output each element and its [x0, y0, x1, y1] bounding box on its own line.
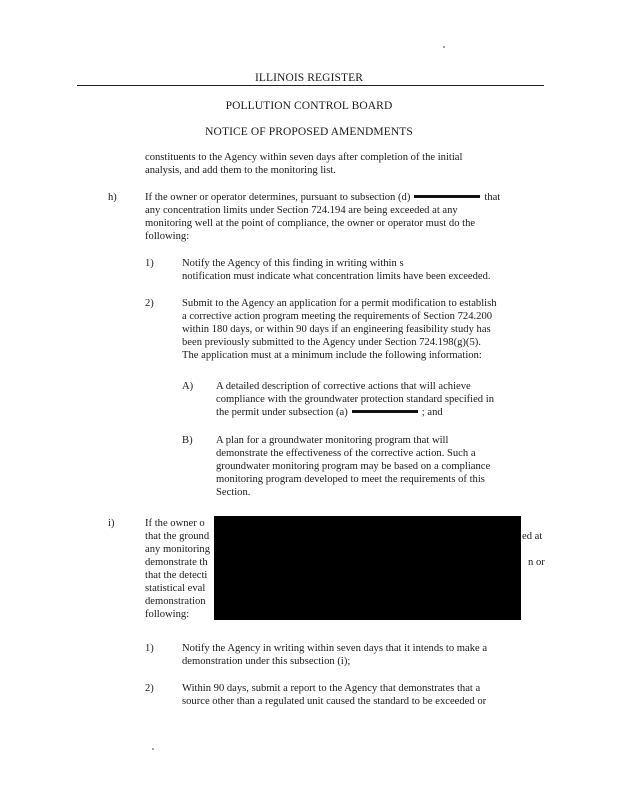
i-fragment-5: that the detecti [145, 570, 208, 581]
header-rule [77, 85, 544, 86]
h-item-2-A-line-3-tail: ; and [421, 407, 443, 418]
scan-speck [443, 46, 445, 48]
intro-line-2: analysis, and add them to the monitoring list. [145, 165, 336, 176]
h-item-2-B-label: B) [182, 435, 193, 446]
i-item-1-label: 1) [145, 643, 154, 654]
h-line-4: following: [145, 231, 190, 242]
h-line-2: any concentration limits under Section 724.194 are being exceeded at any [145, 205, 458, 216]
i-fragment-4: demonstrate th [145, 557, 208, 568]
i-fragment-2: that the ground [145, 531, 210, 542]
board-title: POLLUTION CONTROL BOARD [225, 100, 393, 112]
h-item-2-A-line-3 [216, 407, 443, 420]
h-item-2-line-4: been previously submitted to the Agency under Section 724.198(g)(5). [182, 337, 481, 348]
h-item-2-A-line-2: compliance with the groundwater protection standard specified in [216, 394, 494, 405]
h-item-2-B-line-1: A plan for a groundwater monitoring program that will [216, 435, 449, 446]
h-item-2-line-5: The application must at a minimum include the following information: [182, 350, 482, 361]
h-item-1-line-2: notification must indicate what concentration limits have been exceeded. [182, 271, 491, 282]
h-item-2-A-line-3-text: the permit under subsection (a) [216, 407, 348, 418]
i-fragment-1: If the owner o [145, 518, 205, 529]
h-item-2-label: 2) [145, 298, 154, 309]
h-line-1-tail: that [484, 192, 501, 203]
h-item-1-line-1: Notify the Agency of this finding in writing within s [182, 258, 404, 269]
i-fragment-6: statistical eval [145, 583, 206, 594]
h-item-2-line-1: Submit to the Agency an application for a permit modification to establish [182, 298, 497, 309]
h-item-1-label: 1) [145, 258, 154, 269]
redaction-box [214, 516, 521, 620]
h-line-1 [145, 192, 500, 205]
register-title: ILLINOIS REGISTER [254, 72, 364, 84]
i-item-1-line-2: demonstration under this subsection (i); [182, 656, 351, 667]
h-item-2-B-line-4: monitoring program developed to meet the requirements of this [216, 474, 485, 485]
i-fragment-8: following: [145, 609, 190, 620]
i-item-2-line-1: Within 90 days, submit a report to the Agency that demonstrates that a [182, 683, 481, 694]
intro-line-1: constituents to the Agency within seven days after completion of the initial [145, 152, 463, 163]
i-fragment-3: any monitoring [145, 544, 211, 555]
h-item-2-line-3: within 180 days, or within 90 days if an engineering feasibility study has [182, 324, 491, 335]
scan-speck [152, 748, 154, 750]
h-label: h) [108, 192, 117, 203]
i-right-fragment-1: ed at [522, 531, 543, 542]
h-item-2-B-line-2: demonstrate the effectiveness of the corrective action. Such a [216, 448, 476, 459]
i-item-2-label: 2) [145, 683, 154, 694]
i-label: i) [108, 518, 115, 529]
i-fragment-7: demonstration [145, 596, 206, 607]
h-item-2-B-line-5: Section. [216, 487, 251, 498]
h-line-1-text: If the owner or operator determines, pursuant to subsection (d) [145, 192, 411, 203]
i-right-fragment-2: n or [528, 557, 545, 568]
h-item-2-line-2: a corrective action program meeting the requirements of Section 724.200 [182, 311, 493, 322]
struck-text-mark [414, 195, 480, 198]
i-item-1-line-1: Notify the Agency in writing within seven days that it intends to make a [182, 643, 488, 654]
struck-text-mark [352, 410, 418, 413]
h-item-2-A-label: A) [182, 381, 194, 392]
h-item-2-A-line-1: A detailed description of corrective actions that will achieve [216, 381, 471, 392]
h-line-3: monitoring well at the point of compliance, the owner or operator must do the [145, 218, 476, 229]
h-item-2-B-line-3: groundwater monitoring program may be based on a compliance [216, 461, 491, 472]
notice-title: NOTICE OF PROPOSED AMENDMENTS [205, 126, 413, 138]
i-item-2-line-2: source other than a regulated unit caused the standard to be exceeded or [182, 696, 487, 707]
